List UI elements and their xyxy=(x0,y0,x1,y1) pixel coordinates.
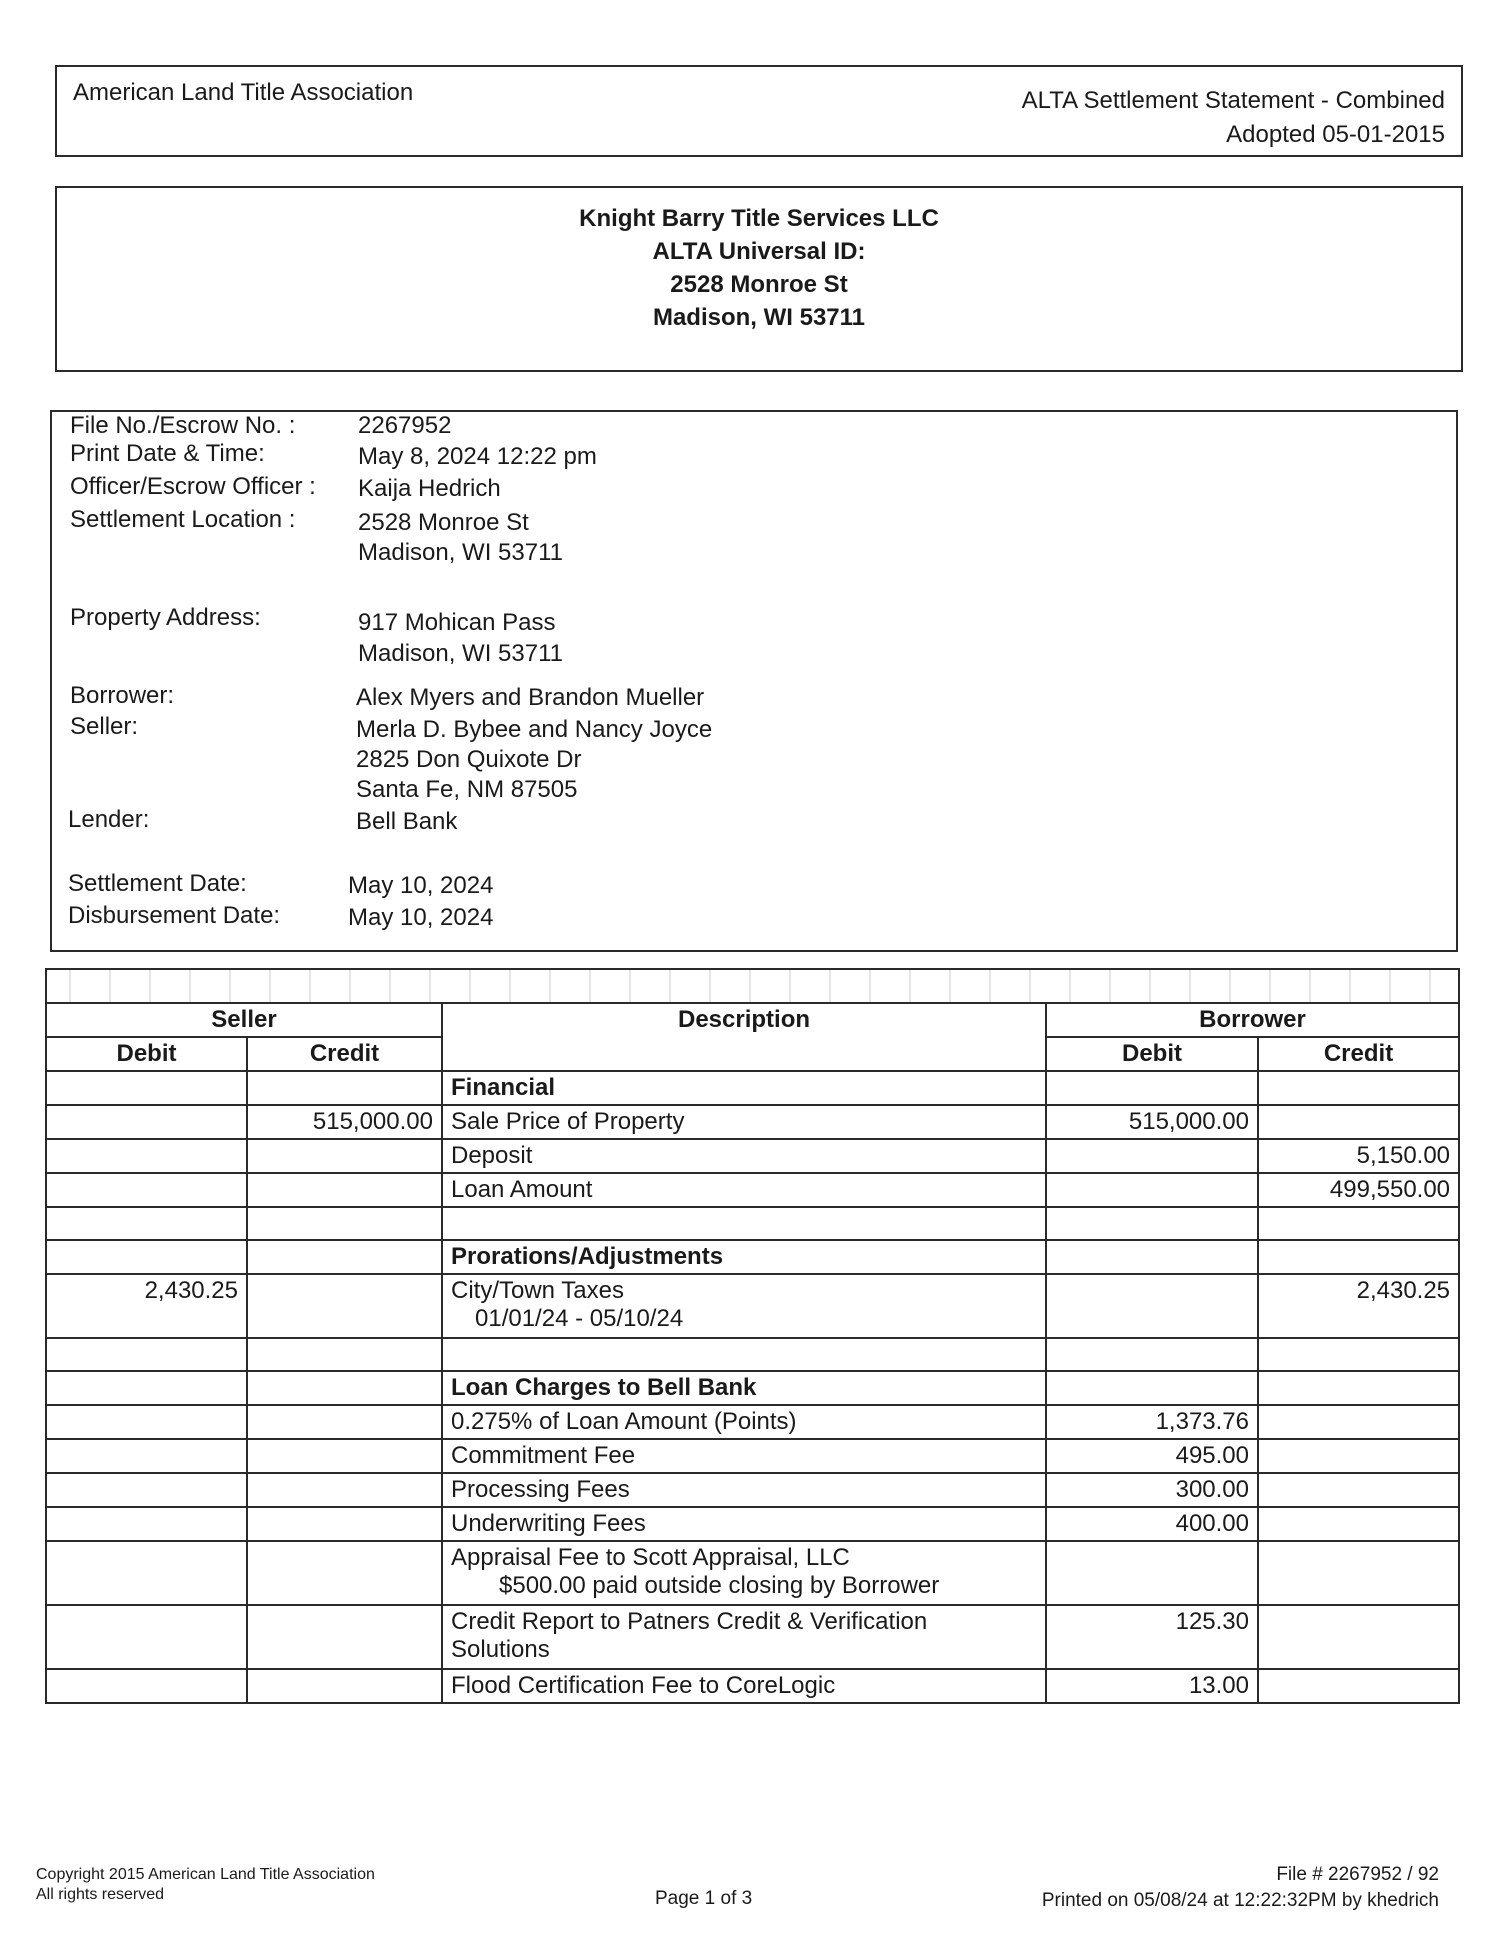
processing-borrower-debit: 300.00 xyxy=(1046,1473,1258,1507)
seller-header: Seller xyxy=(46,1003,442,1037)
points-desc: 0.275% of Loan Amount (Points) xyxy=(442,1405,1046,1439)
settlement-info-box xyxy=(50,410,1458,952)
table-row xyxy=(46,1405,1459,1439)
sale-seller-credit: 515,000.00 xyxy=(247,1105,442,1139)
seller-line2: 2825 Don Quixote Dr xyxy=(356,746,582,773)
footer-rights: All rights reserved xyxy=(36,1886,165,1903)
footer-page-number: Page 1 of 3 xyxy=(655,1888,753,1909)
company-street: 2528 Monroe St xyxy=(670,271,848,298)
footer-copyright: Copyright 2015 American Land Title Association xyxy=(36,1866,375,1883)
appraisal-desc xyxy=(442,1541,1046,1605)
credit-report-line2: Solutions xyxy=(451,1636,550,1663)
borrower-label: Borrower: xyxy=(70,682,175,709)
footer-printed-on: Printed on 05/08/24 at 12:22:32PM by khedrich xyxy=(1041,1890,1439,1911)
description-header-blank xyxy=(442,1037,1046,1071)
borrower-header: Borrower xyxy=(1046,1003,1459,1037)
sale-borrower-debit: 515,000.00 xyxy=(1046,1105,1258,1139)
company-name: Knight Barry Title Services LLC xyxy=(579,205,939,232)
footer-file-number: File # 2267952 / 92 xyxy=(1276,1864,1439,1885)
settlement-date-label: Settlement Date: xyxy=(68,870,247,897)
commitment-borrower-debit: 495.00 xyxy=(1046,1439,1258,1473)
seller-line1: Merla D. Bybee and Nancy Joyce xyxy=(356,716,713,743)
org-name: American Land Title Association xyxy=(73,79,414,106)
flood-borrower-debit: 13.00 xyxy=(1046,1669,1258,1703)
settlement-location-label: Settlement Location : xyxy=(70,506,296,533)
taxes-borrower-credit: 2,430.25 xyxy=(1258,1274,1459,1338)
borrower-debit-header: Debit xyxy=(1046,1037,1258,1071)
section-financial: Financial xyxy=(442,1071,1046,1105)
disbursement-date-label: Disbursement Date: xyxy=(68,902,281,929)
borrower-value: Alex Myers and Brandon Mueller xyxy=(356,684,705,711)
table-column-header xyxy=(46,1037,1459,1071)
points-borrower-debit: 1,373.76 xyxy=(1046,1405,1258,1439)
table-group-header xyxy=(46,1003,1459,1037)
table-row xyxy=(46,1274,1459,1338)
table-row xyxy=(46,1669,1459,1703)
form-header-box xyxy=(55,65,1463,157)
taxes-period: 01/01/24 - 05/10/24 xyxy=(475,1305,684,1332)
sale-price-desc: Sale Price of Property xyxy=(442,1105,1046,1139)
print-date-value: May 8, 2024 12:22 pm xyxy=(358,443,597,470)
credit-report-borrower-debit: 125.30 xyxy=(1046,1605,1258,1669)
credit-report-desc xyxy=(442,1605,1046,1669)
credit-report-line1: Credit Report to Patners Credit & Verification xyxy=(451,1608,928,1635)
table-row-blank xyxy=(46,1338,1459,1371)
table-row xyxy=(46,1605,1459,1669)
deposit-borrower-credit: 5,150.00 xyxy=(1258,1139,1459,1173)
seller-credit-header: Credit xyxy=(247,1037,442,1071)
form-title: ALTA Settlement Statement - Combined xyxy=(1021,87,1445,114)
section-loan-charges: Loan Charges to Bell Bank xyxy=(442,1371,1046,1405)
description-header: Description xyxy=(442,1003,1046,1037)
lender-value: Bell Bank xyxy=(356,808,458,835)
table-row xyxy=(46,1071,1459,1105)
commitment-desc: Commitment Fee xyxy=(442,1439,1046,1473)
table-row xyxy=(46,1541,1459,1605)
settlement-location-line1: 2528 Monroe St xyxy=(358,509,529,536)
property-address-label: Property Address: xyxy=(70,604,261,631)
taxes-desc xyxy=(442,1274,1046,1338)
settlement-location-line2: Madison, WI 53711 xyxy=(358,539,563,566)
scan-noise-band xyxy=(46,969,1459,1003)
table-row xyxy=(46,1105,1459,1139)
table-row xyxy=(46,1439,1459,1473)
appraisal-note: $500.00 paid outside closing by Borrower xyxy=(499,1572,940,1599)
appraisal-label: Appraisal Fee to Scott Appraisal, LLC xyxy=(451,1544,850,1571)
disbursement-date-value: May 10, 2024 xyxy=(348,904,494,931)
officer-value: Kaija Hedrich xyxy=(358,475,501,502)
company-city: Madison, WI 53711 xyxy=(652,304,866,331)
loan-borrower-credit: 499,550.00 xyxy=(1258,1173,1459,1207)
seller-label: Seller: xyxy=(70,713,139,740)
processing-desc: Processing Fees xyxy=(442,1473,1046,1507)
settlement-date-value: May 10, 2024 xyxy=(348,872,494,899)
file-no-label: File No./Escrow No. : xyxy=(70,412,296,439)
adopted-date: Adopted 05-01-2015 xyxy=(1226,121,1445,148)
property-address-line1: 917 Mohican Pass xyxy=(358,609,556,636)
borrower-credit-header: Credit xyxy=(1258,1037,1459,1071)
officer-label: Officer/Escrow Officer : xyxy=(70,473,316,500)
underwriting-borrower-debit: 400.00 xyxy=(1046,1507,1258,1541)
table-row xyxy=(46,1473,1459,1507)
property-address-line2: Madison, WI 53711 xyxy=(358,640,563,667)
table-row xyxy=(46,1139,1459,1173)
table-row xyxy=(46,1240,1459,1274)
loan-amount-desc: Loan Amount xyxy=(442,1173,1046,1207)
table-row xyxy=(46,1371,1459,1405)
flood-desc: Flood Certification Fee to CoreLogic xyxy=(442,1669,1046,1703)
table-row-blank xyxy=(46,1207,1459,1240)
table-row xyxy=(46,1507,1459,1541)
taxes-label: City/Town Taxes xyxy=(451,1277,624,1304)
scan-noise-row xyxy=(46,969,1459,1003)
seller-line3: Santa Fe, NM 87505 xyxy=(356,776,578,803)
alta-universal-id: ALTA Universal ID: xyxy=(652,238,866,265)
file-no-value: 2267952 xyxy=(358,412,452,439)
taxes-seller-debit: 2,430.25 xyxy=(46,1274,247,1338)
lender-label: Lender: xyxy=(68,806,150,833)
seller-debit-header: Debit xyxy=(46,1037,247,1071)
table-row xyxy=(46,1173,1459,1207)
print-date-label: Print Date & Time: xyxy=(70,440,265,467)
section-prorations: Prorations/Adjustments xyxy=(442,1240,1046,1274)
underwriting-desc: Underwriting Fees xyxy=(442,1507,1046,1541)
company-box xyxy=(55,186,1463,372)
deposit-desc: Deposit xyxy=(442,1139,1046,1173)
settlement-table xyxy=(45,968,1460,1704)
